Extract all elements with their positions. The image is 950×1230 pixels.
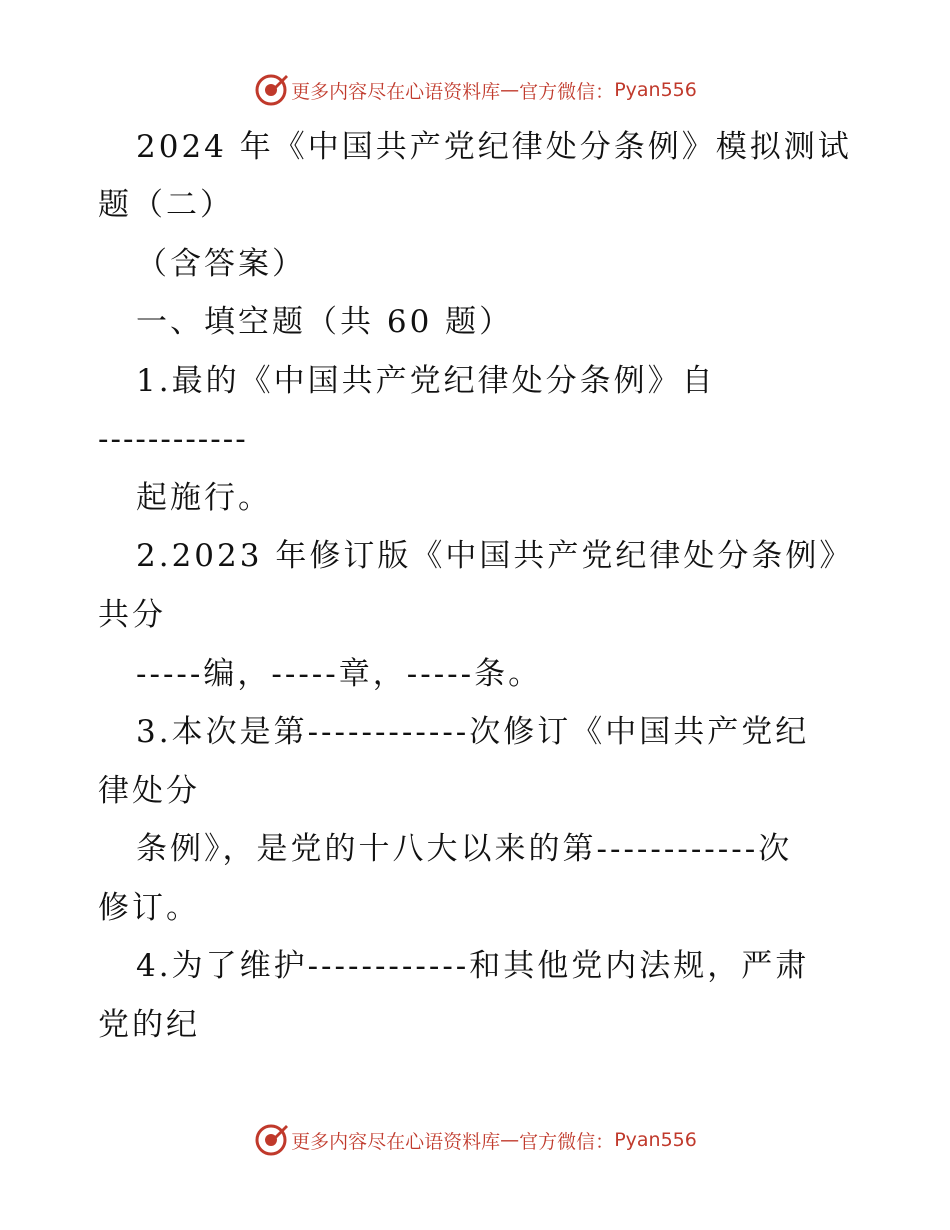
question-3-line3: 条例》，是党的十八大以来的第------------次	[136, 831, 793, 867]
document-subtitle: （含答案）	[136, 246, 306, 282]
banner-text: 更多内容尽在心语资料库	[291, 1130, 501, 1153]
question-1-line2: 起施行。	[136, 480, 272, 516]
banner-wechat-label: 官方微信：	[519, 1130, 615, 1153]
question-3-line1: 3.本次是第------------次修订《中国共产党纪	[136, 714, 810, 750]
footer-banner	[0, 1120, 950, 1160]
question-4-line1: 4.为了维护------------和其他党内法规，严肃	[136, 948, 810, 984]
banner-wechat-id: Pyan556	[614, 1129, 697, 1151]
banner-separator: —	[500, 79, 520, 101]
banner-separator: —	[500, 1129, 520, 1151]
question-2-line1: 2.2023 年修订版《中国共产党纪律处分条例》	[136, 538, 854, 574]
question-2-line2: 共分	[98, 597, 166, 633]
question-1-blank: ------------	[98, 421, 248, 457]
question-3-line2: 律处分	[98, 773, 200, 809]
header-banner	[0, 70, 950, 110]
question-3-line4: 修订。	[98, 890, 200, 926]
banner-wechat-label: 官方微信：	[519, 80, 615, 103]
banner-wechat-id: Pyan556	[614, 79, 697, 101]
pen-logo-icon	[253, 72, 289, 108]
banner-text: 更多内容尽在心语资料库	[291, 80, 501, 103]
question-4-line2: 党的纪	[98, 1007, 200, 1043]
section-heading: 一、填空题（共 60 题）	[136, 304, 514, 340]
document-title-line2: 题（二）	[98, 187, 234, 223]
question-2-line3: -----编，-----章，-----条。	[136, 656, 543, 692]
document-title-line1: 2024 年《中国共产党纪律处分条例》模拟测试	[136, 129, 852, 165]
question-1-line1: 1.最的《中国共产党纪律处分条例》自	[136, 363, 716, 399]
pen-logo-icon	[253, 1122, 289, 1158]
